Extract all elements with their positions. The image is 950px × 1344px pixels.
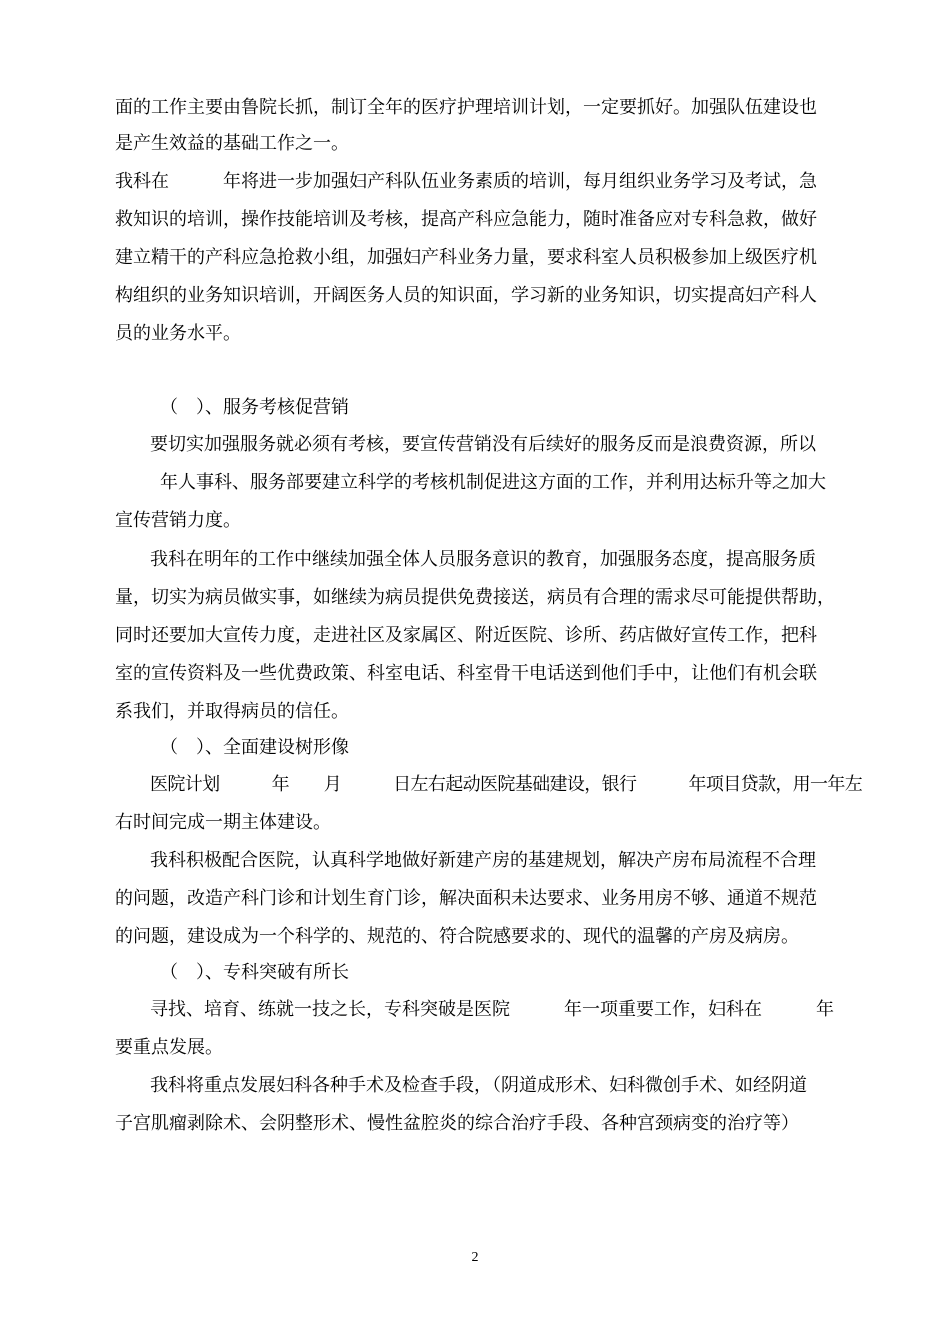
text-line: 系我们，并取得病员的信任。 xyxy=(115,701,349,722)
text-line: 宣传营销力度。 xyxy=(115,510,241,531)
text-line: 我科在明年的工作中继续加强全体人员服务意识的教育，加强服务态度，提高服务质 xyxy=(150,549,816,570)
section-heading: （ ）、全面建设树形像 xyxy=(160,737,349,758)
text-line: 员的业务水平。 xyxy=(115,323,241,344)
text-line: 我科在 年将进一步加强妇产科队伍业务素质的培训，每月组织业务学习及考试，急 xyxy=(115,171,817,192)
section-heading: （ ）、服务考核促营销 xyxy=(160,397,349,418)
text-line: 构组织的业务知识培训，开阔医务人员的知识面，学习新的业务知识，切实提高妇产科人 xyxy=(115,285,817,306)
section-heading: （ ）、专科突破有所长 xyxy=(160,962,349,983)
text-line: 年人事科、服务部要建立科学的考核机制促进这方面的工作，并利用达标升等之加大 xyxy=(160,472,826,493)
text-line: 要切实加强服务就必须有考核，要宣传营销没有后续好的服务反而是浪费资源，所以 xyxy=(150,434,816,455)
text-line: 是产生效益的基础工作之一。 xyxy=(115,133,349,154)
text-line: 建立精干的产科应急抢救小组，加强妇产科业务力量，要求科室人员积极参加上级医疗机 xyxy=(115,247,817,268)
text-line: 医院计划 年 月 日左右起动医院基础建设，银行 年项目贷款，用一年左 xyxy=(150,774,863,795)
text-line: 我科积极配合医院，认真科学地做好新建产房的基建规划，解决产房布局流程不合理 xyxy=(150,850,816,871)
text-line: 子宫肌瘤剥除术、会阴整形术、慢性盆腔炎的综合治疗手段、各种宫颈病变的治疗等） xyxy=(115,1113,799,1134)
text-line: 同时还要加大宣传力度，走进社区及家属区、附近医院、诊所、药店做好宣传工作，把科 xyxy=(115,625,817,646)
page-number: 2 xyxy=(471,1250,479,1265)
text-line: 面的工作主要由鲁院长抓，制订全年的医疗护理培训计划，一定要抓好。加强队伍建设也 xyxy=(115,97,817,118)
text-line: 寻找、培育、练就一技之长，专科突破是医院 年一项重要工作，妇科在 年 xyxy=(150,999,834,1020)
text-line: 的问题，改造产科门诊和计划生育门诊，解决面积未达要求、业务用房不够、通道不规范 xyxy=(115,888,817,909)
text-line: 的问题，建设成为一个科学的、规范的、符合院感要求的、现代的温馨的产房及病房。 xyxy=(115,926,799,947)
text-line: 救知识的培训，操作技能培训及考核，提高产科应急能力，随时准备应对专科急救，做好 xyxy=(115,209,817,230)
text-line: 右时间完成一期主体建设。 xyxy=(115,812,331,833)
text-line: 我科将重点发展妇科各种手术及检查手段，（阴道成形术、妇科微创手术、如经阴道 xyxy=(150,1075,807,1096)
text-line: 要重点发展。 xyxy=(115,1037,223,1058)
text-line: 量，切实为病员做实事，如继续为病员提供免费接送，病员有合理的需求尽可能提供帮助， xyxy=(115,587,835,608)
text-line: 室的宣传资料及一些优费政策、科室电话、科室骨干电话送到他们手中，让他们有机会联 xyxy=(115,663,817,684)
